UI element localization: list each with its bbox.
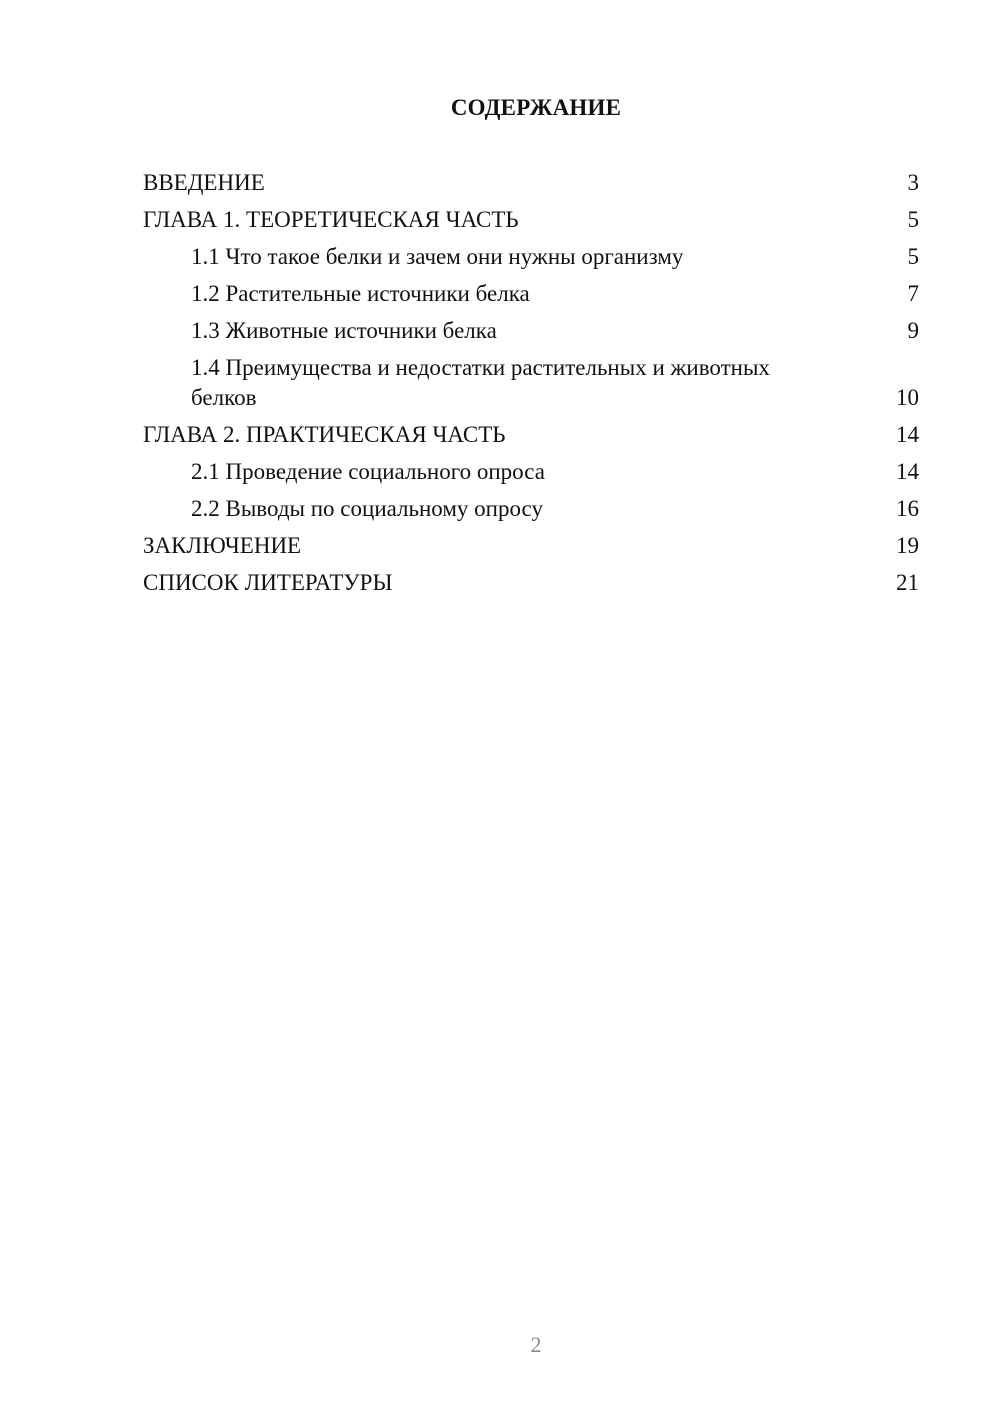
- toc-entry-label: ГЛАВА 1. ТЕОРЕТИЧЕСКАЯ ЧАСТЬ: [143, 207, 519, 232]
- page-number: 2: [530, 1332, 542, 1357]
- toc-entry-chapter-1[interactable]: [143, 205, 919, 235]
- toc-entry-label: СПИСОК ЛИТЕРАТУРЫ: [143, 570, 393, 595]
- toc-entry-section-2-2[interactable]: [143, 494, 919, 524]
- toc-entry-page-number: 5: [907, 244, 919, 269]
- toc-entry-introduction[interactable]: [143, 168, 919, 198]
- toc-entry-chapter-2[interactable]: [143, 420, 919, 450]
- toc-entry-section-1-3[interactable]: [143, 316, 919, 346]
- toc-entry-label: ВВЕДЕНИЕ: [143, 170, 265, 195]
- toc-entry-page-number: 21: [896, 570, 919, 595]
- toc-entry-page-number: 14: [896, 422, 919, 447]
- toc-entry-label: 2.1 Проведение социального опроса: [191, 459, 545, 484]
- toc-entry-page-number: 14: [896, 459, 919, 484]
- toc-entry-page-number: 19: [896, 533, 919, 558]
- toc-entry-page-number: 3: [907, 170, 919, 195]
- toc-entry-section-1-4[interactable]: [143, 353, 919, 413]
- toc-entry-label: ГЛАВА 2. ПРАКТИЧЕСКАЯ ЧАСТЬ: [143, 422, 506, 447]
- toc-entry-section-2-1[interactable]: [143, 457, 919, 487]
- table-of-contents: [143, 168, 919, 605]
- toc-title: СОДЕРЖАНИЕ: [450, 95, 622, 120]
- toc-entry-section-1-2[interactable]: [143, 279, 919, 309]
- toc-entry-page-number: 5: [907, 207, 919, 232]
- toc-entry-label: ЗАКЛЮЧЕНИЕ: [143, 533, 302, 558]
- toc-entry-label: 1.4 Преимущества и недостатки растительных и животных белков: [191, 355, 770, 410]
- toc-entry-references[interactable]: [143, 568, 919, 598]
- toc-entry-conclusion[interactable]: [143, 531, 919, 561]
- toc-entry-label: 2.2 Выводы по социальному опросу: [191, 496, 543, 521]
- toc-entry-label: 1.1 Что такое белки и зачем они нужны организму: [191, 244, 684, 269]
- toc-entry-section-1-1[interactable]: [143, 242, 919, 272]
- toc-entry-page-number: 16: [896, 496, 919, 521]
- toc-entry-page-number: 10: [896, 385, 919, 410]
- toc-entry-label: 1.3 Животные источники белка: [191, 318, 497, 343]
- toc-entry-page-number: 9: [907, 318, 919, 343]
- toc-entry-label: 1.2 Растительные источники белка: [191, 281, 530, 306]
- toc-entry-page-number: 7: [907, 281, 919, 306]
